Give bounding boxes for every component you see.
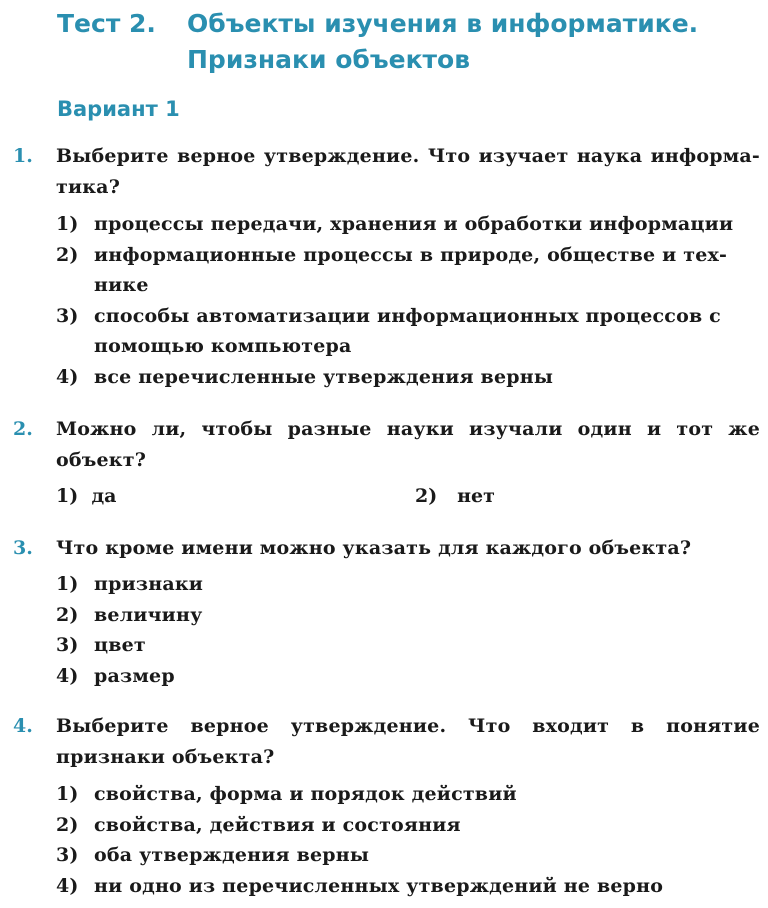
option-item xyxy=(56,630,760,661)
option-number: 1) xyxy=(56,573,79,595)
option-item xyxy=(56,240,760,301)
option-number: 3) xyxy=(56,304,79,327)
option-number: 2) xyxy=(415,485,438,507)
option-number: 1) xyxy=(56,485,79,507)
question-number: 4. xyxy=(13,715,33,737)
option-text: величину xyxy=(94,603,203,626)
option-list xyxy=(56,779,760,901)
question-text-end: объекта? xyxy=(171,746,275,768)
option-number: 3) xyxy=(56,634,79,656)
question-text: Можно ли, чтобы разные науки изучали один и тот же объект? xyxy=(56,418,760,471)
option-number: 1) xyxy=(56,213,79,235)
option-item xyxy=(56,840,760,871)
option-text: размер xyxy=(94,664,175,687)
option-item xyxy=(56,871,760,902)
question-number: 1. xyxy=(13,145,33,167)
option-text: цвет xyxy=(94,634,146,656)
option-item xyxy=(56,301,760,362)
option-number: 4) xyxy=(56,664,79,687)
option-text: все перечисленные утверждения верны xyxy=(94,365,554,388)
option-text: нет xyxy=(457,485,495,507)
option-item xyxy=(56,362,760,393)
option-text: свойства, действия и состояния xyxy=(94,813,461,836)
question-number: 3. xyxy=(13,537,33,559)
option-item xyxy=(415,481,495,511)
option-text: способы автоматизации информационных процессов с помощью компьютера xyxy=(94,304,721,357)
question-number: 2. xyxy=(13,418,33,440)
option-text: да xyxy=(91,485,117,507)
question-text: Что кроме имени можно указать для каждого объекта? xyxy=(56,537,692,559)
option-item xyxy=(56,779,760,810)
option-list xyxy=(56,209,760,392)
page-title xyxy=(57,6,698,78)
title-line-1: Объекты изучения в информатике. xyxy=(187,9,699,38)
question-text-start: Выберите верное утверждение. Что входит в понятие xyxy=(56,715,760,737)
option-number: 4) xyxy=(56,365,79,388)
question-text xyxy=(56,711,760,773)
option-item xyxy=(56,209,760,240)
option-text: признаки xyxy=(94,573,204,595)
question-text-emphasis: признаки xyxy=(56,746,166,768)
option-number: 1) xyxy=(56,783,79,805)
option-item xyxy=(56,810,760,841)
option-number: 2) xyxy=(56,813,79,836)
option-number: 3) xyxy=(56,844,79,866)
option-item xyxy=(56,481,116,511)
option-text: оба утверждения верны xyxy=(94,844,370,866)
title-line-2: Признаки объектов xyxy=(187,45,471,74)
option-item xyxy=(56,569,760,600)
option-number: 2) xyxy=(56,243,79,266)
variant-heading: Вариант 1 xyxy=(57,97,180,121)
option-item xyxy=(56,600,760,631)
option-text: ни одно из перечисленных утверждений не верно xyxy=(94,874,664,897)
option-number: 4) xyxy=(56,874,79,897)
option-text: информационные процессы в природе, обществе и тех-нике xyxy=(94,243,728,296)
option-text: процессы передачи, хранения и обработки информации xyxy=(94,213,734,235)
option-text: свойства, форма и порядок действий xyxy=(94,783,517,805)
option-number: 2) xyxy=(56,603,79,626)
option-list xyxy=(56,569,760,691)
option-item xyxy=(56,661,760,692)
test-label: Тест 2. xyxy=(57,9,156,38)
question-text: Выберите верное утверждение. Что изучает наука информа-тика? xyxy=(56,145,760,198)
